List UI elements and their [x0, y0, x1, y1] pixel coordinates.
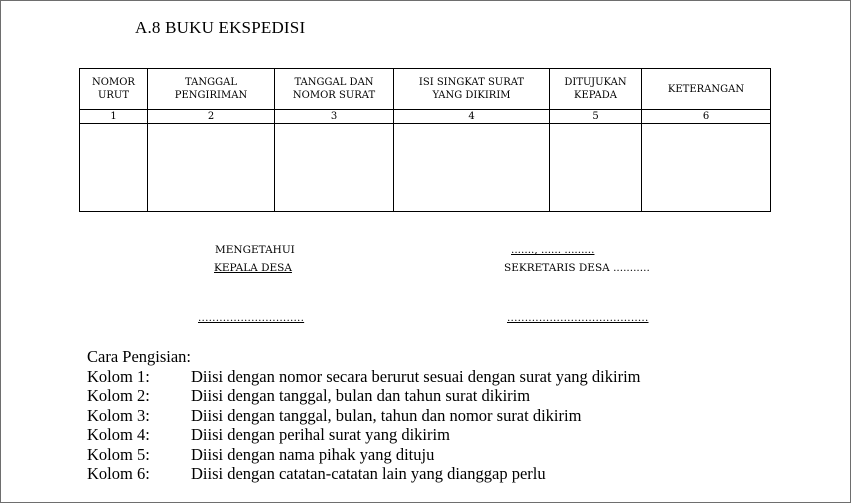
signature-mengetahui: MENGETAHUI — [215, 244, 295, 256]
instructions — [87, 347, 641, 484]
instruction-item: Kolom 5: Diisi dengan nama pihak yang dituju — [87, 444, 435, 464]
table-cell — [394, 124, 550, 212]
table-cell — [642, 124, 771, 212]
table-cell — [148, 124, 275, 212]
expedition-table — [79, 68, 771, 212]
header-tanggal-nomor-surat: TANGGAL DAN NOMOR SURAT — [275, 69, 394, 110]
column-number: 2 — [148, 110, 275, 124]
table-cell — [80, 124, 148, 212]
column-number: 4 — [394, 110, 550, 124]
instructions-heading: Cara Pengisian: — [87, 347, 192, 366]
column-number: 6 — [642, 110, 771, 124]
column-number: 5 — [550, 110, 642, 124]
signature-line-left: .............................. — [198, 312, 305, 324]
instruction-item: Kolom 4: Diisi dengan perihal surat yang dikirim — [87, 425, 450, 444]
signature-kepala-desa: KEPALA DESA — [214, 262, 292, 274]
signature-date: ......., ...... ......... — [511, 244, 595, 256]
column-number: 3 — [275, 110, 394, 124]
header-nomor-urut: NOMOR URUT — [80, 69, 148, 110]
instruction-item: Kolom 2: Diisi dengan tanggal, bulan dan tahun surat dikirim — [87, 386, 531, 405]
header-ditujukan-kepada: DITUJUKAN KEPADA — [550, 69, 642, 110]
signature-line-right: ........................................ — [507, 312, 649, 324]
header-tanggal-pengiriman: TANGGAL PENGIRIMAN — [148, 69, 275, 110]
header-isi-singkat: ISI SINGKAT SURAT YANG DIKIRIM — [394, 69, 550, 110]
signature-sekretaris-desa: SEKRETARIS DESA ........... — [504, 262, 650, 274]
table-cell — [550, 124, 642, 212]
page-title: A.8 BUKU EKSPEDISI — [135, 18, 306, 37]
instruction-item: Kolom 3: Diisi dengan tanggal, bulan, tahun dan nomor surat dikirim — [87, 405, 582, 425]
instruction-item: Kolom 1: Diisi dengan nomor secara berurut sesuai dengan surat yang dikirim — [87, 366, 641, 386]
header-keterangan: KETERANGAN — [642, 69, 771, 110]
column-number: 1 — [80, 110, 148, 124]
instruction-item: Kolom 6: Diisi dengan catatan-catatan lain yang dianggap perlu — [87, 464, 546, 483]
table-cell — [275, 124, 394, 212]
